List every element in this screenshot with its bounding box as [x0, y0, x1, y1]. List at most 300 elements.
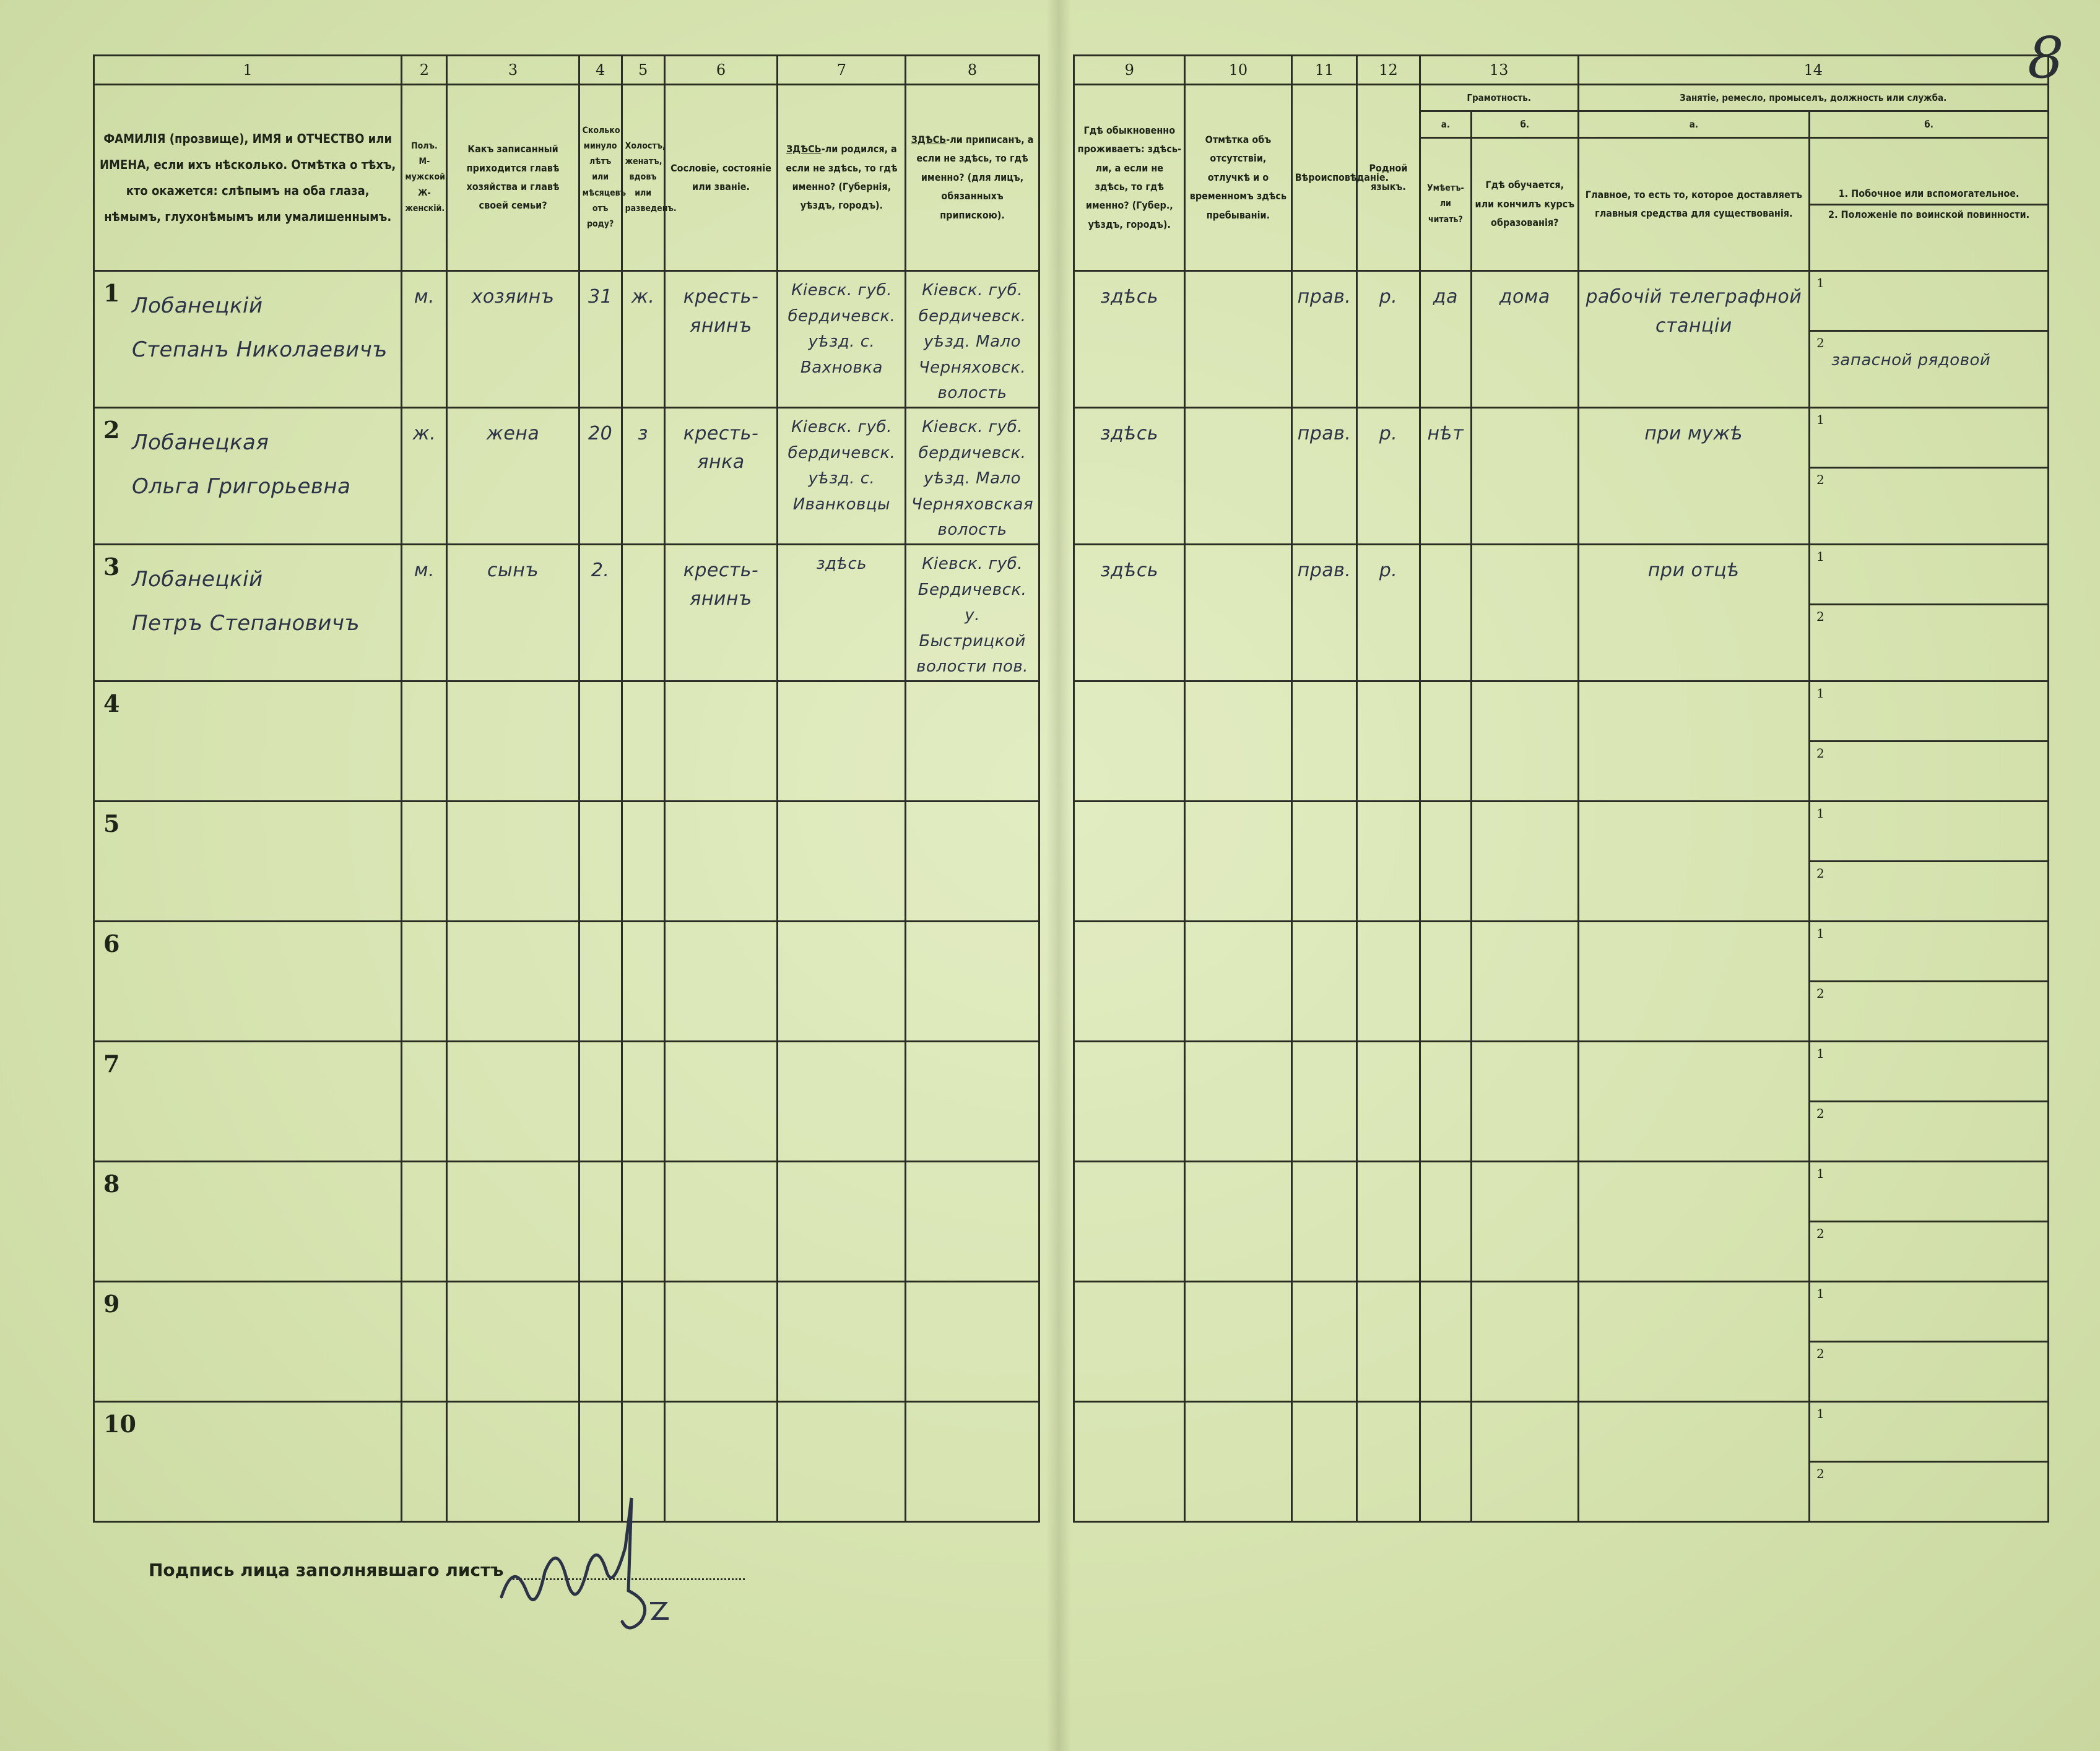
handwritten-value — [906, 802, 1038, 808]
handwritten-value — [1810, 272, 2047, 288]
secondary-occupation — [1810, 1282, 2047, 1342]
handwritten-value — [1293, 1162, 1356, 1174]
age-cell — [579, 1041, 622, 1161]
header-literacy-b-label: б. — [1471, 111, 1578, 138]
occupation-cell — [1578, 271, 1810, 408]
religion-cell — [1291, 1041, 1357, 1161]
column-number-row — [94, 56, 2049, 85]
handwritten-value — [778, 802, 905, 808]
handwritten-value: прав. — [1297, 286, 1352, 308]
religion-cell — [1291, 1281, 1357, 1401]
handwritten-value — [666, 1042, 777, 1053]
name-cell — [94, 1281, 402, 1401]
header-marital: Холостъ, женатъ, вдовъ или разведенъ. — [622, 85, 664, 271]
language-cell — [1357, 1041, 1420, 1161]
col-number: 8 — [906, 56, 1039, 85]
registration-cell — [906, 681, 1039, 801]
sub-index: 1 — [1816, 1406, 1824, 1421]
age-cell — [579, 681, 622, 801]
handwritten-value — [1810, 922, 2047, 938]
sex-cell — [402, 1161, 447, 1281]
sub-index: 2 — [1816, 335, 1824, 350]
absence-cell — [1185, 544, 1292, 681]
estate-cell — [664, 1401, 778, 1521]
handwritten-value — [1810, 1403, 2047, 1419]
education-cell — [1471, 801, 1578, 921]
religion-cell — [1291, 1401, 1357, 1521]
secondary-occupation-cell — [1810, 681, 2049, 801]
handwritten-value — [1075, 922, 1184, 933]
handwritten-value — [448, 682, 578, 693]
marital-cell — [622, 271, 664, 408]
handwritten-value — [580, 682, 621, 693]
residence-cell — [1074, 681, 1185, 801]
handwritten-value — [666, 682, 777, 693]
handwritten-value — [1810, 1162, 2047, 1178]
birthplace-cell — [778, 921, 906, 1041]
col-number: 14 — [1578, 56, 2048, 85]
person-name — [95, 1403, 401, 1415]
handwritten-value: р. — [1379, 559, 1398, 581]
handwritten-value — [906, 1282, 1038, 1289]
handwritten-value — [1358, 922, 1419, 933]
handwritten-value — [778, 922, 905, 928]
handwritten-value — [1421, 922, 1470, 933]
education-cell — [1471, 407, 1578, 544]
handwritten-value: м. — [414, 559, 435, 581]
literacy-cell — [1420, 407, 1471, 544]
handwritten-value — [1186, 409, 1291, 420]
occupation-cell — [1578, 921, 1810, 1041]
relation-cell — [447, 1401, 579, 1521]
handwritten-value — [1472, 922, 1577, 933]
occupation-cell — [1578, 1041, 1810, 1161]
education-cell — [1471, 271, 1578, 408]
person-name — [95, 1162, 401, 1175]
religion-cell — [1291, 271, 1357, 408]
table-row — [94, 681, 2049, 801]
handwritten-value — [778, 1403, 905, 1409]
table-row — [94, 271, 2049, 408]
occupation-cell — [1578, 1281, 1810, 1401]
handwritten-value — [906, 682, 1038, 688]
registration-cell — [906, 1041, 1039, 1161]
handwritten-value — [1810, 982, 2047, 998]
occupation-cell — [1578, 1401, 1810, 1521]
secondary-occupation — [1810, 1042, 2047, 1102]
occupation-cell — [1578, 801, 1810, 921]
handwritten-value — [580, 1162, 621, 1174]
signature-label: Подпись лица заполнявшаго листъ — [149, 1560, 504, 1580]
estate-cell — [664, 544, 778, 681]
row-number: 6 — [103, 929, 120, 958]
handwritten-value — [1579, 1042, 1809, 1053]
handwritten-value: Кіевск. губ. Бердичевск. у. Быстрицкой волости пов. — [916, 554, 1028, 677]
handwritten-value — [666, 1403, 777, 1414]
handwritten-value: хозяинъ — [471, 286, 555, 308]
handwritten-value — [1421, 545, 1470, 556]
sub-index: 2 — [1816, 1226, 1824, 1241]
military-status — [1810, 1222, 2047, 1281]
handwritten-value — [623, 1282, 664, 1294]
estate-cell — [664, 271, 778, 408]
col-number: 4 — [579, 56, 622, 85]
handwritten-value — [666, 1162, 777, 1174]
handwritten-value — [402, 922, 446, 933]
absence-cell — [1185, 271, 1292, 408]
birthplace-cell — [778, 1401, 906, 1521]
fold-gap — [1039, 1041, 1074, 1161]
handwritten-value — [906, 922, 1038, 928]
sub-index: 1 — [1816, 805, 1824, 821]
row-number: 2 — [103, 415, 120, 444]
military-status — [1810, 605, 2047, 664]
handwritten-value — [580, 802, 621, 813]
handwritten-value — [1186, 1042, 1291, 1053]
birthplace-cell — [778, 271, 906, 408]
fold-gap — [1039, 921, 1074, 1041]
handwritten-value — [666, 1282, 777, 1294]
handwritten-value — [1075, 682, 1184, 693]
table-row — [94, 407, 2049, 544]
handwritten-value: кресть-янинъ — [683, 286, 759, 337]
header-registered-prefix: ЗДѢСЬ — [911, 134, 947, 146]
given-name: Ольга Григорьевна — [132, 474, 351, 499]
handwritten-value — [1293, 1403, 1356, 1414]
handwritten-value — [666, 922, 777, 933]
absence-cell — [1185, 921, 1292, 1041]
handwritten-value — [1075, 1042, 1184, 1053]
sub-index: 1 — [1816, 548, 1824, 564]
header-absence: Отмѣтка объ отсутствіи, отлучкѣ и о временномъ здѣсь пребываніи. — [1185, 85, 1292, 271]
handwritten-value — [1472, 545, 1577, 556]
estate-cell — [664, 1161, 778, 1281]
secondary-occupation — [1810, 272, 2047, 332]
surname: Лобанецкій — [132, 293, 263, 318]
handwritten-value — [1075, 1403, 1184, 1414]
literacy-cell — [1420, 681, 1471, 801]
literacy-cell — [1420, 271, 1471, 408]
registration-cell — [906, 271, 1039, 408]
handwritten-value — [1472, 1162, 1577, 1174]
secondary-occupation-cell — [1810, 271, 2049, 408]
header-secondary — [1810, 138, 2049, 271]
residence-cell — [1074, 801, 1185, 921]
fold-gap — [1039, 801, 1074, 921]
handwritten-value — [580, 922, 621, 933]
handwritten-value — [1186, 682, 1291, 693]
handwritten-value — [1579, 682, 1809, 693]
handwritten-value — [1358, 1042, 1419, 1053]
residence-cell — [1074, 407, 1185, 544]
registration-cell — [906, 921, 1039, 1041]
sex-cell — [402, 681, 447, 801]
marital-cell — [622, 1161, 664, 1281]
age-cell — [579, 544, 622, 681]
name-cell — [94, 407, 402, 544]
header-education: Гдѣ обучается, или кончилъ курсъ образованія? — [1471, 138, 1578, 271]
row-number: 5 — [103, 809, 120, 837]
handwritten-value — [1810, 1463, 2047, 1479]
header-military-status: 2. Положеніе по воинской повинности. — [1828, 208, 2030, 220]
handwritten-value — [906, 1162, 1038, 1169]
handwritten-value — [778, 1282, 905, 1289]
person-name — [95, 1042, 401, 1055]
military-status — [1810, 862, 2047, 920]
handwritten-value — [402, 1403, 446, 1414]
estate-cell — [664, 801, 778, 921]
handwritten-value — [1579, 1282, 1809, 1294]
handwritten-value — [1810, 682, 2047, 698]
handwritten-value: Кіевск. губ. бердичевск. уѣзд. Мало Черняховская волость — [911, 417, 1034, 540]
handwritten-value — [1358, 1403, 1419, 1414]
name-cell — [94, 1161, 402, 1281]
handwritten-value — [1472, 1403, 1577, 1414]
secondary-occupation-cell — [1810, 921, 2049, 1041]
header-main-occupation: Главное, то есть то, которое доставляетъ главныя средства для существованія. — [1578, 138, 1810, 271]
handwritten-value: рабочій телеграфной станціи — [1586, 286, 1802, 337]
handwritten-value — [580, 1042, 621, 1053]
name-cell — [94, 921, 402, 1041]
marital-cell — [622, 407, 664, 544]
birthplace-cell — [778, 1041, 906, 1161]
person-name — [95, 272, 401, 373]
secondary-occupation-cell — [1810, 1041, 2049, 1161]
header-secondary-occupation: 1. Побочное или вспомогательное. — [1810, 184, 2047, 205]
header-occupation-b-label: б. — [1810, 111, 2049, 138]
registration-cell — [906, 1401, 1039, 1521]
secondary-occupation-cell — [1810, 1401, 2049, 1521]
header-estate: Сословіе, состояніе или званіе. — [664, 85, 778, 271]
absence-cell — [1185, 1281, 1292, 1401]
registration-cell — [906, 544, 1039, 681]
occupation-cell — [1578, 1161, 1810, 1281]
secondary-occupation — [1810, 682, 2047, 742]
name-cell — [94, 681, 402, 801]
absence-cell — [1185, 801, 1292, 921]
handwritten-value — [1472, 1282, 1577, 1294]
handwritten-value: жена — [486, 422, 540, 444]
relation-cell — [447, 921, 579, 1041]
col-number: 1 — [94, 56, 402, 85]
secondary-occupation — [1810, 1403, 2047, 1463]
given-name: Степанъ Николаевичъ — [132, 337, 388, 363]
sex-cell — [402, 407, 447, 544]
col-number: 5 — [622, 56, 664, 85]
sub-index: 1 — [1816, 1286, 1824, 1301]
marital-cell — [622, 921, 664, 1041]
education-cell — [1471, 1281, 1578, 1401]
residence-cell — [1074, 1161, 1185, 1281]
census-form-table — [93, 54, 2049, 1523]
marital-cell — [622, 681, 664, 801]
literacy-cell — [1420, 801, 1471, 921]
handwritten-value — [1579, 1162, 1809, 1174]
given-name: Петръ Степановичъ — [132, 611, 360, 636]
header-row — [94, 85, 2049, 111]
handwritten-value — [1579, 1403, 1809, 1414]
relation-cell — [447, 271, 579, 408]
military-status — [1810, 982, 2047, 1040]
handwritten-value — [1186, 922, 1291, 933]
fold-gap — [1039, 1161, 1074, 1281]
religion-cell — [1291, 1161, 1357, 1281]
education-cell — [1471, 544, 1578, 681]
person-name — [95, 1282, 401, 1295]
handwritten-value — [778, 682, 905, 688]
handwritten-value: Кіевск. губ. бердичевск. уѣзд. Мало Черняховск. волость — [918, 281, 1026, 403]
age-cell — [579, 1281, 622, 1401]
handwritten-value: сынъ — [487, 559, 539, 581]
sub-index: 2 — [1816, 865, 1824, 881]
table-row — [94, 1041, 2049, 1161]
handwritten-value — [402, 802, 446, 813]
table-row — [94, 1161, 2049, 1281]
person-name — [95, 545, 401, 646]
language-cell — [1357, 1161, 1420, 1281]
handwritten-value — [580, 1403, 621, 1414]
secondary-occupation-cell — [1810, 1161, 2049, 1281]
age-cell — [579, 271, 622, 408]
table-row — [94, 921, 2049, 1041]
secondary-occupation — [1810, 1162, 2047, 1222]
handwritten-value — [1075, 1282, 1184, 1294]
header-name: ФАМИЛІЯ (прозвище), ИМЯ и ОТЧЕСТВО или ИМЕНА, если ихъ нѣсколько. Отмѣтка о тѣхъ, кто окажется: слѣпымъ на оба глаза, нѣмымъ, глухонѣмымъ или умалишеннымъ. — [94, 85, 402, 271]
handwritten-value — [1186, 272, 1291, 283]
header-occupation: Занятіе, ремесло, промыселъ, должность или служба. — [1578, 85, 2048, 111]
sub-index: 1 — [1816, 685, 1824, 701]
handwritten-value — [1421, 802, 1470, 813]
handwritten-value — [1579, 802, 1809, 813]
handwritten-value — [778, 1042, 905, 1048]
education-cell — [1471, 681, 1578, 801]
language-cell — [1357, 1401, 1420, 1521]
residence-cell — [1074, 544, 1185, 681]
header-born-prefix: ЗДѢСЬ — [786, 143, 822, 155]
handwritten-value: 20 — [588, 422, 613, 444]
handwritten-value — [1293, 682, 1356, 693]
handwritten-value — [1358, 1282, 1419, 1294]
handwritten-value: Кіевск. губ. бердичевск. уѣзд. с. Вахновка — [788, 281, 896, 377]
religion-cell — [1291, 681, 1357, 801]
name-cell — [94, 801, 402, 921]
handwritten-value — [1472, 1042, 1577, 1053]
birthplace-cell — [778, 801, 906, 921]
handwritten-value — [1472, 682, 1577, 693]
handwritten-value: дома — [1499, 286, 1550, 308]
estate-cell — [664, 407, 778, 544]
registration-cell — [906, 1161, 1039, 1281]
handwritten-value — [1472, 802, 1577, 813]
handwritten-value — [623, 545, 664, 556]
sub-index: 2 — [1816, 472, 1824, 487]
age-cell — [579, 1161, 622, 1281]
marital-cell — [622, 801, 664, 921]
language-cell — [1357, 407, 1420, 544]
header-residence: Гдѣ обыкновенно проживаетъ: здѣсь-ли, а если не здѣсь, то гдѣ именно? (Губер., уѣздъ, городъ). — [1074, 85, 1185, 271]
handwritten-value — [778, 1162, 905, 1169]
row-number: 3 — [103, 552, 120, 581]
handwritten-value: при мужѣ — [1644, 422, 1743, 444]
row-number: 4 — [103, 689, 120, 717]
education-cell — [1471, 1041, 1578, 1161]
education-cell — [1471, 1401, 1578, 1521]
person-name — [95, 409, 401, 509]
secondary-occupation-cell — [1810, 407, 2049, 544]
handwritten-value — [623, 1403, 664, 1414]
age-cell — [579, 921, 622, 1041]
relation-cell — [447, 1281, 579, 1401]
row-number: 9 — [103, 1289, 120, 1318]
fold-gap — [1039, 271, 1074, 408]
literacy-cell — [1420, 1161, 1471, 1281]
person-name — [95, 922, 401, 935]
row-number: 1 — [103, 279, 120, 307]
handwritten-value — [1421, 1282, 1470, 1294]
header-registered — [906, 85, 1039, 271]
handwritten-value — [1810, 1222, 2047, 1239]
census-rows — [94, 271, 2049, 1522]
handwritten-value — [906, 1042, 1038, 1048]
age-cell — [579, 801, 622, 921]
header-literacy: Грамотность. — [1420, 85, 1578, 111]
language-cell — [1357, 271, 1420, 408]
handwritten-value — [580, 1282, 621, 1294]
sub-index: 2 — [1816, 608, 1824, 624]
birthplace-cell — [778, 1281, 906, 1401]
relation-cell — [447, 801, 579, 921]
language-cell — [1357, 1281, 1420, 1401]
handwritten-value — [402, 1042, 446, 1053]
handwritten-value — [448, 802, 578, 813]
sub-index: 2 — [1816, 745, 1824, 761]
handwritten-value — [1358, 802, 1419, 813]
col-number: 12 — [1357, 56, 1420, 85]
handwritten-value — [623, 922, 664, 933]
sub-index: 1 — [1816, 925, 1824, 941]
religion-cell — [1291, 407, 1357, 544]
col-number: 10 — [1185, 56, 1292, 85]
sub-index: 1 — [1816, 275, 1824, 290]
secondary-occupation-cell — [1810, 544, 2049, 681]
marital-cell — [622, 1401, 664, 1521]
residence-cell — [1074, 1281, 1185, 1401]
birthplace-cell — [778, 681, 906, 801]
row-number: 7 — [103, 1049, 120, 1078]
handwritten-value: 2. — [591, 559, 610, 581]
sub-index: 1 — [1816, 412, 1824, 427]
language-cell — [1357, 921, 1420, 1041]
occupation-cell — [1578, 407, 1810, 544]
absence-cell — [1185, 407, 1292, 544]
fold-gap — [1039, 1401, 1074, 1521]
handwritten-value — [1810, 1102, 2047, 1118]
sex-cell — [402, 1041, 447, 1161]
col-number: 9 — [1074, 56, 1185, 85]
secondary-occupation-cell — [1810, 801, 2049, 921]
handwritten-value: р. — [1379, 422, 1398, 444]
handwritten-value — [1075, 1162, 1184, 1174]
handwritten-value — [1186, 1403, 1291, 1414]
handwritten-value — [1810, 605, 2047, 621]
handwritten-value — [1421, 682, 1470, 693]
registration-cell — [906, 801, 1039, 921]
education-cell — [1471, 1161, 1578, 1281]
table-row — [94, 801, 2049, 921]
row-number: 8 — [103, 1169, 120, 1198]
handwritten-value — [1810, 409, 2047, 425]
handwritten-value — [448, 1403, 578, 1414]
